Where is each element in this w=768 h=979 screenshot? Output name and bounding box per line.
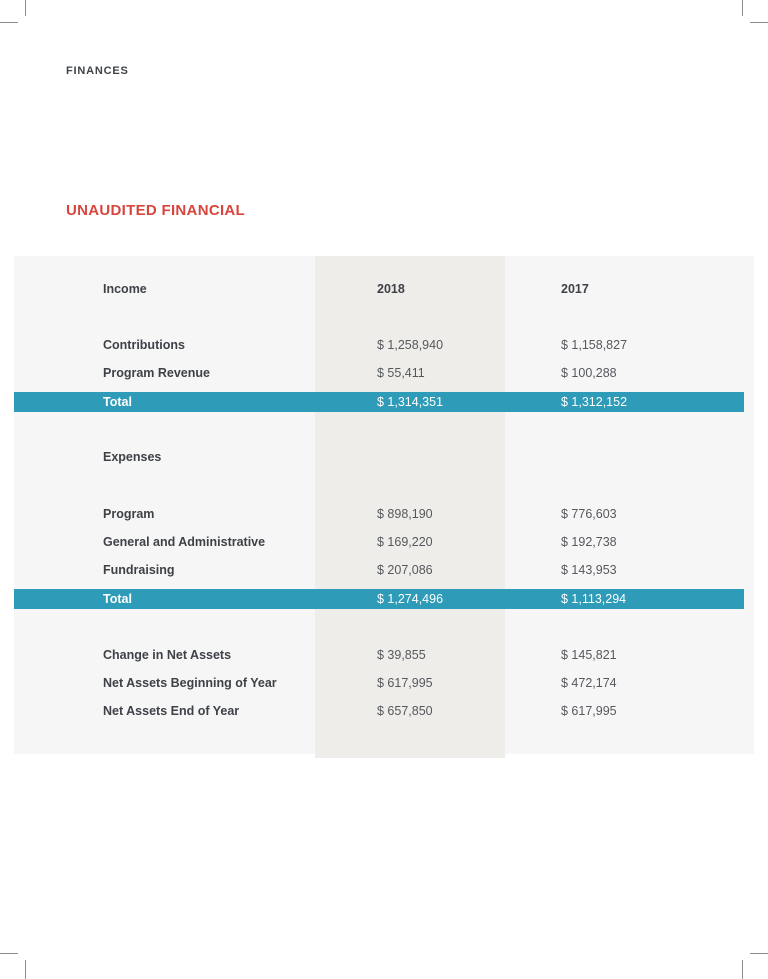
table-row [14,532,754,552]
table-row [14,701,754,721]
expenses-header-row [14,447,754,467]
table-row [14,560,754,580]
value-2017: $ 100,288 [561,366,617,380]
crop-mark-bottom-left-vertical [25,960,26,979]
row-label: Change in Net Assets [103,648,232,662]
value-2018: $ 1,314,351 [377,395,444,409]
crop-mark-bottom-right-horizontal [750,953,768,954]
value-2018: $ 169,220 [377,535,433,549]
column-header-2017: 2017 [561,282,589,296]
value-2017: $ 776,603 [561,507,617,521]
crop-mark-top-left-vertical [25,0,26,16]
row-label: Fundraising [103,563,175,577]
row-label: Program [103,507,155,521]
expenses-total-row [14,589,744,609]
crop-mark-top-left-horizontal [0,22,18,23]
table-row [14,504,754,524]
crop-mark-top-right-vertical [742,0,743,16]
row-label: Net Assets Beginning of Year [103,676,277,690]
value-2018: $ 1,274,496 [377,592,444,606]
value-2018: $ 1,258,940 [377,338,444,352]
income-total-row [14,392,744,412]
income-section-header: Income [103,282,147,296]
value-2018: $ 657,850 [377,704,433,718]
value-2017: $ 1,158,827 [561,338,628,352]
value-2017: $ 145,821 [561,648,617,662]
page-title: UNAUDITED FINANCIAL [66,202,246,219]
column-header-2018: 2018 [377,282,405,296]
table-row [14,645,754,665]
value-2018: $ 207,086 [377,563,433,577]
value-2017: $ 1,113,294 [561,592,627,606]
row-label: Total [103,592,132,606]
crop-mark-top-right-horizontal [750,22,768,23]
value-2017: $ 1,312,152 [561,395,628,409]
table-header-row [14,279,754,299]
value-2018: $ 39,855 [377,648,426,662]
value-2017: $ 192,738 [561,535,617,549]
value-2017: $ 617,995 [561,704,617,718]
table-row [14,673,754,693]
financial-table [14,256,754,754]
table-row [14,335,754,355]
crop-mark-bottom-right-vertical [742,960,743,979]
value-2017: $ 472,174 [561,676,617,690]
row-label: Program Revenue [103,366,210,380]
row-label: General and Administrative [103,535,266,549]
row-label: Net Assets End of Year [103,704,240,718]
row-label: Total [103,395,132,409]
table-row [14,363,754,383]
value-2018: $ 55,411 [377,366,425,380]
section-kicker: FINANCES [66,65,129,77]
crop-mark-bottom-left-horizontal [0,953,18,954]
value-2017: $ 143,953 [561,563,617,577]
row-label: Contributions [103,338,185,352]
value-2018: $ 898,190 [377,507,433,521]
value-2018: $ 617,995 [377,676,433,690]
expenses-section-header: Expenses [103,450,162,464]
